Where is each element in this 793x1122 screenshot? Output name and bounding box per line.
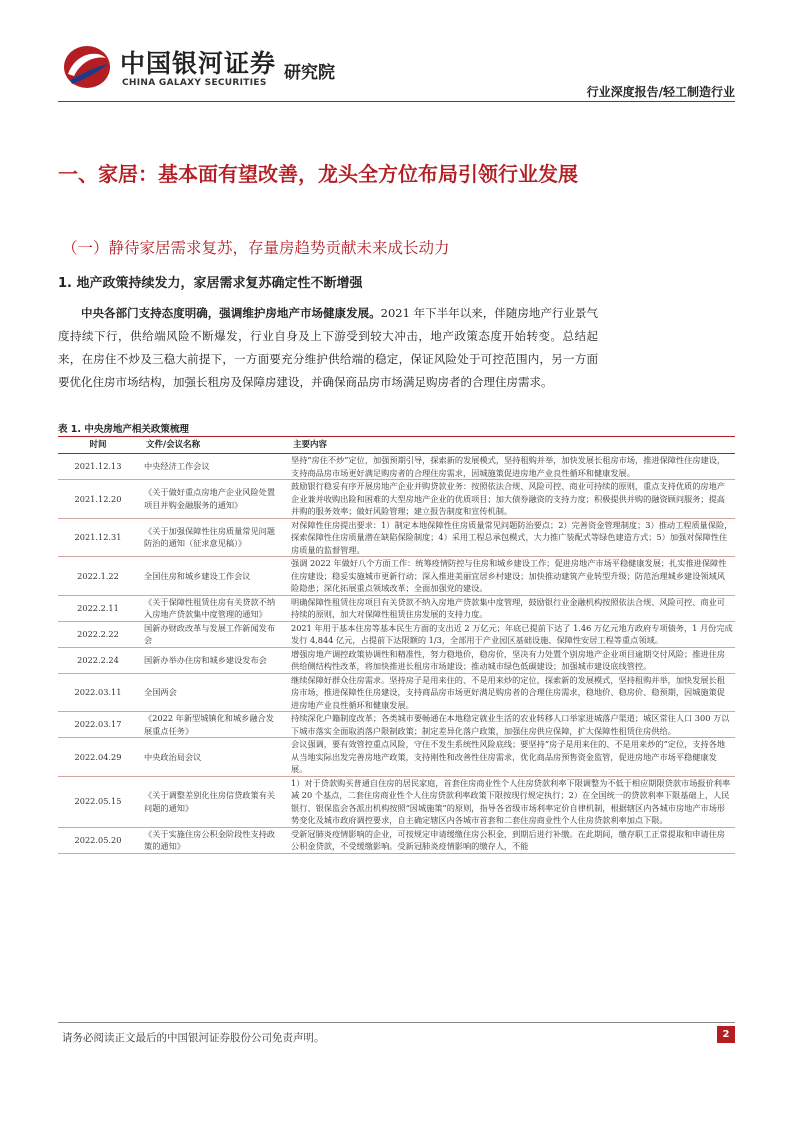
header-date: 时间 [58,437,138,454]
company-logo [62,40,362,96]
row-document: 全国两会 [138,673,285,712]
table-row [58,480,735,519]
table-row [58,454,735,480]
row-content: 持续深化户籍制度改革；各类城市要畅通在本地稳定就业生活的农业转移人口举家进城落户渠道；城区常住人口 300 万以下城市落实全面取消落户限制政策；制定差异化落户政策，加强住房供应保障，扩大保障性租赁住房供给。 [285,712,735,738]
page-number: 2 [717,1026,735,1043]
row-document: 《关于加强保障性住房质量常见问题防治的通知（征求意见稿）》 [138,518,285,557]
row-document: 《关于调整差别化住房信贷政策有关问题的通知》 [138,776,285,827]
row-document: 《关于实施住房公积金阶段性支持政策的通知》 [138,827,285,853]
table-row [58,776,735,827]
section-heading-1: 一、家居：基本面有望改善，龙头全方位布局引领行业发展 [58,162,578,186]
row-content: 明确保障性租赁住房项目有关贷款不纳入房地产贷款集中度管理，鼓励银行业金融机构按照依法合规、风险可控、商业可持续的原则，加大对保障性租赁住房发展的支持力度。 [285,595,735,621]
row-content: 强调 2022 年做好八个方面工作：统筹疫情防控与住房和城乡建设工作；促进房地产市场平稳健康发展；扎实推进保障性住房建设；稳妥实施城市更新行动；深入推进美丽宜居乡村建设；加快推动建筑产业转型升级；防范治理城乡建设领域风险隐患；深化拓展重点领域改革；全面加强党的建设。 [285,557,735,596]
row-date: 2022.1.22 [58,557,138,596]
report-type: 行业深度报告/轻工制造行业 [586,85,735,99]
footer-disclaimer: 请务必阅读正文最后的中国银河证券股份公司免责声明。 [62,1032,325,1044]
row-document: 国新办举办住房和城乡建设发布会 [138,647,285,673]
table-row [58,518,735,557]
row-date: 2022.2.24 [58,647,138,673]
row-document: 全国住房和城乡建设工作会议 [138,557,285,596]
row-content: 增强房地产调控政策协调性和精准性，努力稳地价，稳房价，坚决有力处置个别房地产企业项目逾期交付风险；推进住房供给侧结构性改革，将加快推进长租房市场建设；推动城市绿色低碳建设；加强城市建设底线管控。 [285,647,735,673]
row-document: 《关于保障性租赁住房有关贷款不纳入房地产贷款集中度管理的通知》 [138,595,285,621]
row-date: 2022.04.29 [58,738,138,777]
row-document: 《2022 年新型城镇化和城乡融合发展重点任务》 [138,712,285,738]
row-date: 2021.12.20 [58,480,138,519]
row-date: 2022.05.20 [58,827,138,853]
table-row [58,621,735,647]
row-content: 2021 年用于基本住房等基本民生方面的支出近 2 万亿元；年底已提前下达了 1.46 万亿元地方政府专项债务，1 月份完成发行 4,844 亿元，占提前下达限额的 1/3，全部用于产业园区基础设施、保障性安居工程等重点领域。 [285,621,735,647]
row-content: 对保障性住房提出要求：1）制定本地保障性住房质量常见问题防治要点；2）完善资金管理制度；3）推动工程质量保险，探索保障性住房质量潜在缺陷保险制度；4）采用工程总承包模式，大力推广装配式等绿色建造方式；5）加强对保障性住房质量的监督管理。 [285,518,735,557]
footer-divider [58,1022,735,1023]
row-document: 中央政治局会议 [138,738,285,777]
row-document: 中央经济工作会议 [138,454,285,480]
row-content: 受新冠肺炎疫情影响的企业，可按规定申请缓缴住房公积金，到期后进行补缴。在此期间，缴存职工正常提取和申请住房公积金贷款，不受缓缴影响。受新冠肺炎疫情影响的缴存人，不能 [285,827,735,853]
row-date: 2021.12.31 [58,518,138,557]
header-document: 文件/会议名称 [138,437,285,454]
institute-label: 研究院 [284,63,335,83]
row-content: 坚持“房住不炒”定位，加强预期引导，探索新的发展模式，坚持租购并举，加快发展长租房市场，推进保障性住房建设，支持商品房市场更好满足购房者的合理住房需求，因城施策促进房地产业良性循环和健康发展。 [285,454,735,480]
table-row [58,712,735,738]
row-date: 2022.03.17 [58,712,138,738]
paragraph-body: 2021 年下半年以来，伴随房地产行业景气度持续下行，供给端风险不断爆发，行业自身及上下游受到较大冲击，地产政策态度开始转变。总结起来，在房住不炒及三稳大前提下，一方面要充分维护供给端的稳定，保证风险处于可控范围内，另一方面要优化住房市场结构，加强长租房及保障房建设，并确保商品房市场满足购房者的合理住房需求。 [58,306,599,389]
row-content: 1）对于贷款购买普通自住房的居民家庭，首套住房商业性个人住房贷款利率下限调整为不低于相应期限贷款市场报价利率减 20 个基点，二套住房商业性个人住房贷款利率政策下限按现行规定执行；2）在全国统一的贷款利率下限基础上，人民银行、银保监会各派出机构按照“因城施策”的原则，指导各省级市场利率定价自律机制，根据辖区内各城市房地产市场形势变化及城市政府调控要求，自主确定辖区内各城市首套和二套住房商业性个人住房贷款利率加点下限。 [285,776,735,827]
row-content: 会议强调，要有效管控重点风险，守住不发生系统性风险底线；要坚持“房子是用来住的、不是用来炒的”定位，支持各地从当地实际出发完善房地产政策，支持刚性和改善性住房需求，优化商品房预售资金监管，促进房地产市场平稳健康发展。 [285,738,735,777]
section-heading-3: 1. 地产政策持续发力，家居需求复苏确定性不断增强 [58,276,363,291]
table-row [58,647,735,673]
galaxy-logo-icon [62,44,112,90]
row-date: 2022.03.11 [58,673,138,712]
table-row [58,738,735,777]
row-date: 2022.05.15 [58,776,138,827]
header-divider [58,101,735,102]
section-heading-2: （一）静待家居需求复苏，存量房趋势贡献未来成长动力 [62,239,450,257]
header-content: 主要内容 [285,437,735,454]
body-paragraph [58,302,598,394]
row-content: 继续保障好群众住房需求。坚持房子是用来住的、不是用来炒的定位，探索新的发展模式，坚持租购并举，加快发展长租房市场，推进保障性住房建设，支持商品房市场更好满足购房者的合理住房需求，稳地价、稳房价、稳预期，因城施策促进房地产业良性循环和健康发展。 [285,673,735,712]
logo-english-name: CHINA GALAXY SECURITIES [122,78,267,88]
row-document: 《关于做好重点房地产企业风险处置项目并购金融服务的通知》 [138,480,285,519]
row-document: 国新办财政改革与发展工作新闻发布会 [138,621,285,647]
table-row [58,595,735,621]
paragraph-lead: 中央各部门支持态度明确，强调维护房地产市场健康发展。 [81,306,381,320]
policy-table [58,436,735,854]
logo-chinese-name: 中国银河证券 [120,49,277,78]
table-caption: 表 1. 中央房地产相关政策梳理 [58,424,189,435]
table-header-row [58,437,735,454]
row-date: 2022.2.22 [58,621,138,647]
row-date: 2021.12.13 [58,454,138,480]
table-row [58,557,735,596]
row-date: 2022.2.11 [58,595,138,621]
row-content: 鼓励银行稳妥有序开展房地产企业并购贷款业务：按照依法合规、风险可控、商业可持续的原则，重点支持优质的房地产企业兼并收购出险和困难的大型房地产企业的优质项目；加大债券融资的支持力度；积极提供并购的融资顾问服务；提高并购的服务效率；做好风险管理；建立报告制度和宣传机制。 [285,480,735,519]
table-row [58,827,735,853]
table-row [58,673,735,712]
